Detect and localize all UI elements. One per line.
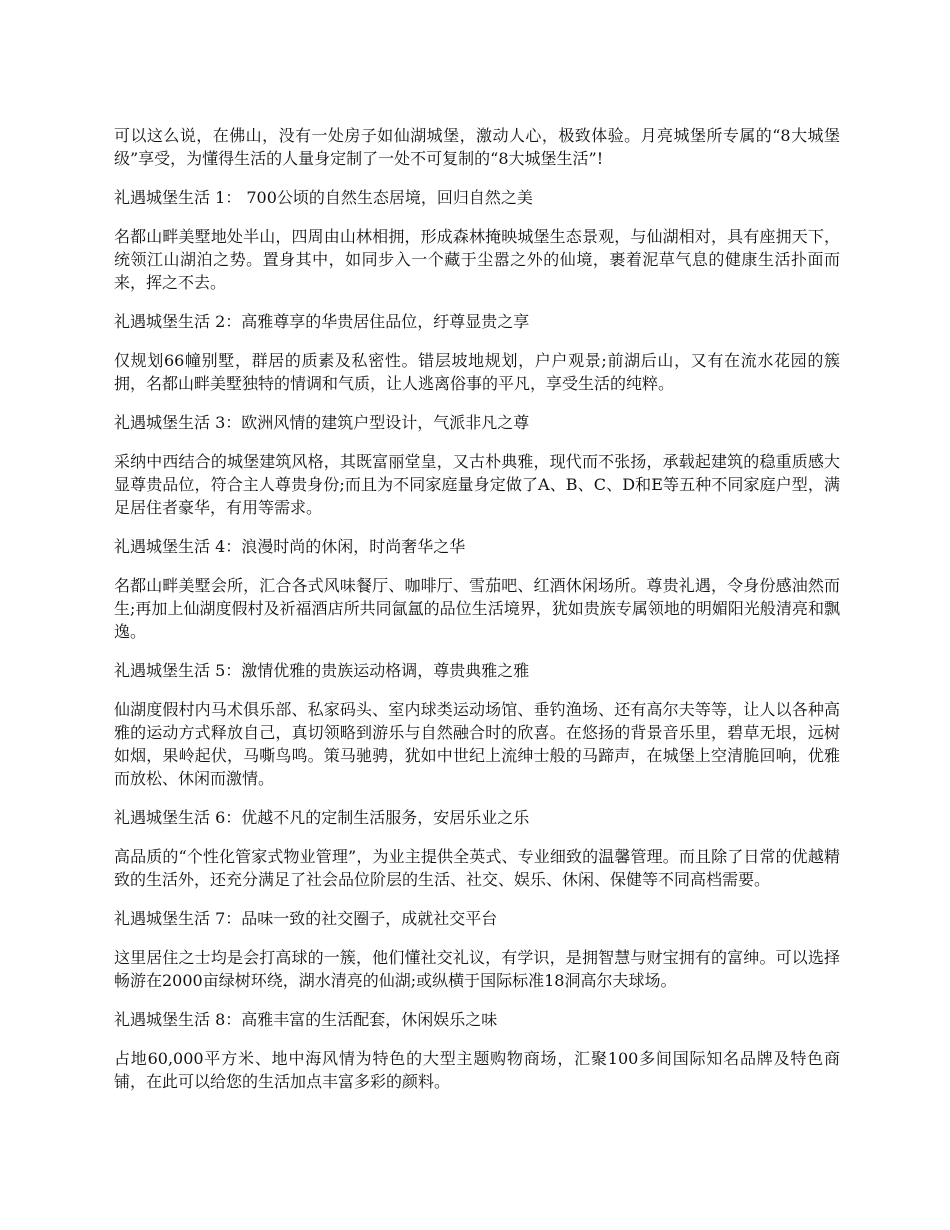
section-heading-8: 礼遇城堡生活 8：高雅丰富的生活配套，休闲娱乐之味 <box>114 1010 498 1029</box>
section-heading-6: 礼遇城堡生活 6：优越不凡的定制生活服务，安居乐业之乐 <box>114 808 530 827</box>
intro-paragraph: 可以这么说，在佛山，没有一处房子如仙湖城堡，激动人心，极致体验。月亮城堡所专属的“8大城堡级”享受，为懂得生活的人量身定制了一处不可复制的“8大城堡生活”! <box>114 126 840 168</box>
section-body-5: 仙湖度假村内马术俱乐部、私家码头、室内球类运动场馆、垂钓渔场、还有高尔夫等等，让人以各种高雅的运动方式释放自己，真切领略到游乐与自然融合时的欣喜。在悠扬的背景音乐里，碧草无垠，远树如烟，果岭起伏，马嘶鸟鸣。策马驰骋，犹如中世纪上流绅士般的马蹄声，在城堡上空清脆回响，优雅而放松、休闲而激情。 <box>114 700 840 788</box>
section-heading-1: 礼遇城堡生活 1： 700公顷的自然生态居境，回归自然之美 <box>114 188 533 207</box>
section-body-3: 采纳中西结合的城堡建筑风格，其既富丽堂皇，又古朴典雅，现代而不张扬，承载起建筑的稳重质感大显尊贵品位，符合主人尊贵身份;而且为不同家庭量身定做了A、B、C、D和E等五种不同家庭户型，满足居住者豪华，有用等需求。 <box>114 452 840 517</box>
section-body-6: 高品质的“个性化管家式物业管理”，为业主提供全英式、专业细致的温馨管理。而且除了日常的优越精致的生活外，还充分满足了社会品位阶层的生活、社交、娱乐、休闲、保健等不同高档需要。 <box>114 847 840 889</box>
section-body-2: 仅规划66幢别墅，群居的质素及私密性。错层坡地规划，户户观景;前湖后山，又有在流水花园的簇拥，名都山畔美墅独特的情调和气质，让人逃离俗事的平凡，享受生活的纯粹。 <box>114 351 840 393</box>
section-heading-2: 礼遇城堡生活 2：高雅尊享的华贵居住品位，纡尊显贵之享 <box>114 312 530 331</box>
section-heading-3: 礼遇城堡生活 3：欧洲风情的建筑户型设计，气派非凡之尊 <box>114 413 530 432</box>
section-heading-7: 礼遇城堡生活 7：品味一致的社交圈子，成就社交平台 <box>114 909 498 928</box>
section-heading-5: 礼遇城堡生活 5：激情优雅的贵族运动格调，尊贵典雅之雅 <box>114 661 530 680</box>
section-body-4: 名都山畔美墅会所，汇合各式风味餐厅、咖啡厅、雪茄吧、红酒休闲场所。尊贵礼遇，令身份感油然而生;再加上仙湖度假村及祈福酒店所共同氤氲的品位生活境界，犹如贵族专属领地的明媚阳光般清亮和飘逸。 <box>114 576 840 641</box>
section-body-1: 名都山畔美墅地处半山，四周由山林相拥，形成森林掩映城堡生态景观，与仙湖相对，具有座拥天下，统领江山湖泊之势。置身其中，如同步入一个藏于尘嚣之外的仙境，裹着泥草气息的健康生活扑面而来，挥之不去。 <box>114 227 840 292</box>
section-body-8: 占地60,000平方米、地中海风情为特色的大型主题购物商场，汇聚100多间国际知名品牌及特色商铺，在此可以给您的生活加点丰富多彩的颜料。 <box>114 1049 840 1091</box>
document-page <box>114 124 840 1109</box>
section-heading-4: 礼遇城堡生活 4：浪漫时尚的休闲，时尚奢华之华 <box>114 537 466 556</box>
section-body-7: 这里居住之士均是会打高球的一簇，他们懂社交礼议，有学识，是拥智慧与财宝拥有的富绅。可以选择畅游在2000亩绿树环绕，湖水清亮的仙湖;或纵横于国际标准18洞高尔夫球场。 <box>114 948 840 990</box>
